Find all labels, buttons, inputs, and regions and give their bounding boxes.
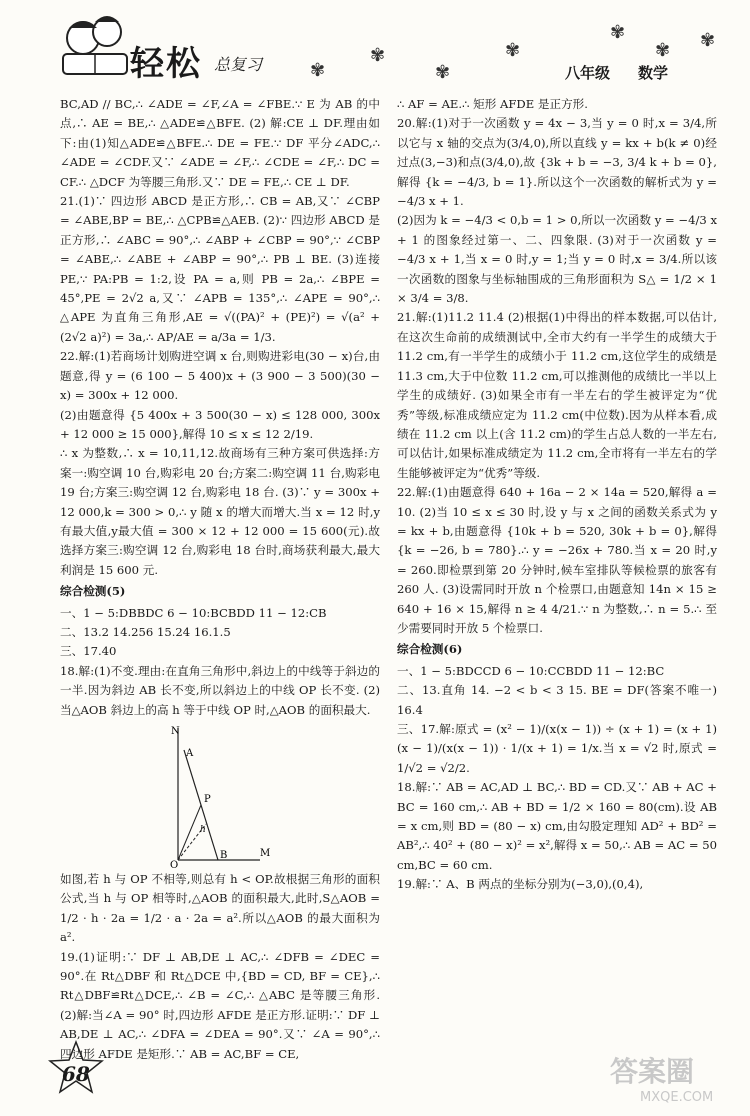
answer-line: 一、1 − 5:BDCCD 6 − 10:CCBDD 11 − 12:BC [397,663,665,678]
maple-leaf-icon: ✾ [370,45,386,66]
grade-subject [565,62,696,83]
label-a: A [186,748,194,759]
maple-leaf-icon: ✾ [505,40,521,61]
maple-leaf-icon: ✾ [435,62,451,83]
book-title: 轻松 [130,44,202,84]
answer-paragraph: 19.解:∵ A、B 两点的坐标分别为(−3,0),(0,4), [397,877,644,892]
left-column [60,95,380,1064]
answer-line: 一、1 − 5:DBBDC 6 − 10:BCBDD 11 − 12:CB [60,605,327,620]
section-title: 综合检测(6) [397,642,463,657]
answer-paragraph: (2)因为 k = −4/3 < 0,b = 1 > 0,所以一次函数 y = −4/3 x + 1 的图象经过第一、二、四象限. (3)对于一次函数 y = −4/3 x + 1,当 x = 0 时,y = 1;当 y = 0 时,x = 3/4.所以该一次函数的图象与坐标轴围成的三角形面积为 S△ = 1/2 × 1 × 3/4 = 3/8. [397,213,717,306]
answer-paragraph: 三、17.解:原式 = (x² − 1)/(x(x − 1)) ÷ (x + 1) = (x + 1)(x − 1)/(x(x − 1)) · 1/(x + 1) = 1/x.当 x = √2 时,原式 = 1/√2 = √2/2. [397,722,717,775]
watermark-logo: 答案圈 [610,1055,695,1088]
maple-leaf-icon: ✾ [610,22,626,43]
answer-paragraph: 如图,若 h 与 OP 不相等,则总有 h < OP.故根据三角形的面积公式,当 h 与 OP 相等时,△AOB 的面积最大,此时,S△AOB = 1/2 · h · 2a = 1/2 · a · 2a = a².所以△AOB 的最大面积为 a². [60,872,380,945]
watermark-url: MXQE.COM [640,1090,714,1105]
label-m: M [260,848,271,859]
answer-line: 二、13.2 14.256 15.24 16.1.5 [60,624,231,639]
page-header [0,0,750,90]
answer-paragraph: 22.解:(1)若商场计划购进空调 x 台,则购进彩电(30 − x)台,由题意,得 y = (6 100 − 5 400)x + (3 900 − 3 500)(30 − x) = 300x + 12 000. [60,349,380,403]
answer-paragraph: ∴ AF = AE.∴ 矩形 AFDE 是正方形. [397,97,588,111]
geometry-figure [60,720,380,870]
maple-leaf-icon: ✾ [700,30,716,51]
answer-paragraph: ∴ x 为整数,∴ x = 10,11,12.故商场有三种方案可供选择:方案一:购空调 10 台,购彩电 20 台;方案二:购空调 11 台,购彩电 19 台;方案三:购空调 12 台,购彩电 18 台. (3)∵ y = 300x + 12 000,k = 300 > 0,∴ y 随 x 的增大而增大.当 x = 12 时,y 有最大值,y最大值 = 300 × 12 + 12 000 = 15 600(元).故选择方案三:购空调 12 台,购彩电 18 台时,商场获利最大,最大利润是 15 600 元. [60,446,380,577]
label-p: P [204,794,211,805]
grade-label: 八年级 [565,64,611,82]
answer-paragraph: 18.解:∵ AB = AC,AD ⊥ BC,∴ BD = CD.又∵ AB + AC + BC = 160 cm,∴ AB + BD = 1/2 × 160 = 80(cm).设 AB = x cm,则 BD = (80 − x) cm,由勾股定理知 AD² + BD² = AB²,∴ 40² + (80 − x)² = x²,解得 x = 50,∴ AB = AC = 50 cm,BC = 60 cm. [397,780,717,872]
book-subtitle: 总复习 [214,55,263,74]
label-h: h [200,825,206,835]
subject-label: 数学 [638,64,669,82]
answer-line: 三、17.40 [60,644,117,659]
answer-paragraph: 22.解:(1)由题意得 640 + 16a − 2 × 14a = 520,解得 a = 10. (2)当 10 ≤ x ≤ 30 时,设 y 与 x 之间的函数关系式为 y = kx + b,由题意得 {10k + b = 520, 30k + b = 0},解得 {k = −26, b = 780}.∴ y = −26x + 780.当 x = 20 时,y = 260.即检票到第 20 分钟时,候车室排队等候检票的旅客有 260 人. (3)设需同时开放 n 个检票口,由题意知 14n × 15 ≥ 640 + 16 × 15,解得 n ≥ 4 4/21.∵ n 为整数,∴ n = 5.∴ 至少需要同时开放 5 个检票口. [397,485,717,635]
answer-line: 二、13.直角 14. −2 < b < 3 15. BE = DF(答案不唯一) 16.4 [397,683,717,717]
answer-paragraph: 19.(1)证明:∵ DF ⊥ AB,DE ⊥ AC,∴ ∠DFB = ∠DEC = 90°.在 Rt△DBF 和 Rt△DCE 中,{BD = CD, BF = CE},∴ Rt△DBF≌Rt△DCE,∴ ∠B = ∠C,∴ △ABC 是等腰三角形. (2)解:当∠A = 90° 时,四边形 AFDE 是正方形.证明:∵ DF ⊥ AB,DE ⊥ AC,∴ ∠DFA = ∠DEA = 90°.又∵ ∠A = 90°,∴ 四边形 AFDE 是矩形.∵ AB = AC,BF = CE, [60,949,380,1061]
answer-paragraph: 18.解:(1)不变.理由:在直角三角形中,斜边上的中线等于斜边的一半.因为斜边 AB 长不变,所以斜边上的中线 OP 长不变. (2)当△AOB 斜边上的高 h 等于中线 OP 时,△AOB 的面积最大. [60,663,380,717]
page-number: 68 [62,1062,90,1086]
right-angle-diagram [60,720,380,870]
answer-paragraph: 21.解:(1)11.2 11.4 (2)根据(1)中得出的样本数据,可以估计,在这次生命前的成绩测试中,全市大约有一半学生的成绩大于 11.2 cm,有一半学生的成绩小于 11.2 cm,这位学生的成绩是 11.3 cm,大于中位数 11.2 cm,可以推测他的成绩比一半以上学生的成绩好. (3)如果全市有一半左右的学生被评定为“优秀”等级,标准成绩应定为 11.2 cm(中位数).因为从样本看,成绩在 11.2 cm 以上(含 11.2 cm)的学生占总人数的一半左右,可以估计,如果标准成绩定为 11.2 cm,全市将有一半左右的学生能够被评定为“优秀”等级. [397,310,717,480]
label-n: N [171,726,180,737]
maple-leaf-icon: ✾ [655,40,671,61]
answer-paragraph: BC,AD // BC,∴ ∠ADE = ∠F,∠A = ∠FBE.∵ E 为 AB 的中点,∴ AE = BE,∴ △ADE≌△BFE. (2) 解:CE ⊥ DF.理由如下:由(1)知△ADE≌△BFE.∴ DE = FE.∵ DF 平分∠ADC,∴ ∠ADE = ∠CDF.又∵ ∠ADE = ∠F,∴ ∠CDE = ∠F,∴ DC = CF.∴ △DCF 为等腰三角形.又∵ DE = FE,∴ CE ⊥ DF. [60,97,380,189]
label-o: O [170,860,179,870]
answer-paragraph: 20.解:(1)对于一次函数 y = 4x − 3,当 y = 0 时,x = 3/4,所以它与 x 轴的交点为(3/4,0),所以直线 y = kx + b(k ≠ 0)经过点(3,−3)和点(3/4,0),故 {3k + b = −3, 3/4 k + b = 0},解得 {k = −4/3, b = 1}.所以这个一次函数的解析式为 y = −4/3 x + 1. [397,116,717,209]
answer-paragraph: (2)由题意得 {5 400x + 3 500(30 − x) ≤ 128 000, 300x + 12 000 ≥ 15 000},解得 10 ≤ x ≤ 12 2/19. [60,407,380,441]
right-column [397,95,717,895]
section-title: 综合检测(5) [60,584,126,599]
label-b: B [220,850,228,861]
answer-paragraph: 21.(1)∵ 四边形 ABCD 是正方形,∴ CB = AB,又∵ ∠CBP = ∠ABE,BP = BE,∴ △CPB≌△AEB. (2)∵ 四边形 ABCD 是正方形,∴ ∠ABC = 90°,∴ ∠ABP + ∠CBP = 90°,∵ ∠CBP = ∠ABE,∴ ∠ABE + ∠ABP = 90°,∴ PB ⊥ BE. (3)连接 PE,∵ PA:PB = 1:2,设 PA = a,则 PB = 2a,∴ ∠BPE = 45°,PE = 2√2 a,又∵ ∠APB = 135°,∴ ∠APE = 90°,∴ △APE 为直角三角形,AE = √((PA)² + (PE)²) = √(a² + (2√2 a)²) = 3a,∴ AP/AE = a/3a = 1/3. [60,194,380,344]
maple-leaf-icon: ✾ [310,60,326,81]
